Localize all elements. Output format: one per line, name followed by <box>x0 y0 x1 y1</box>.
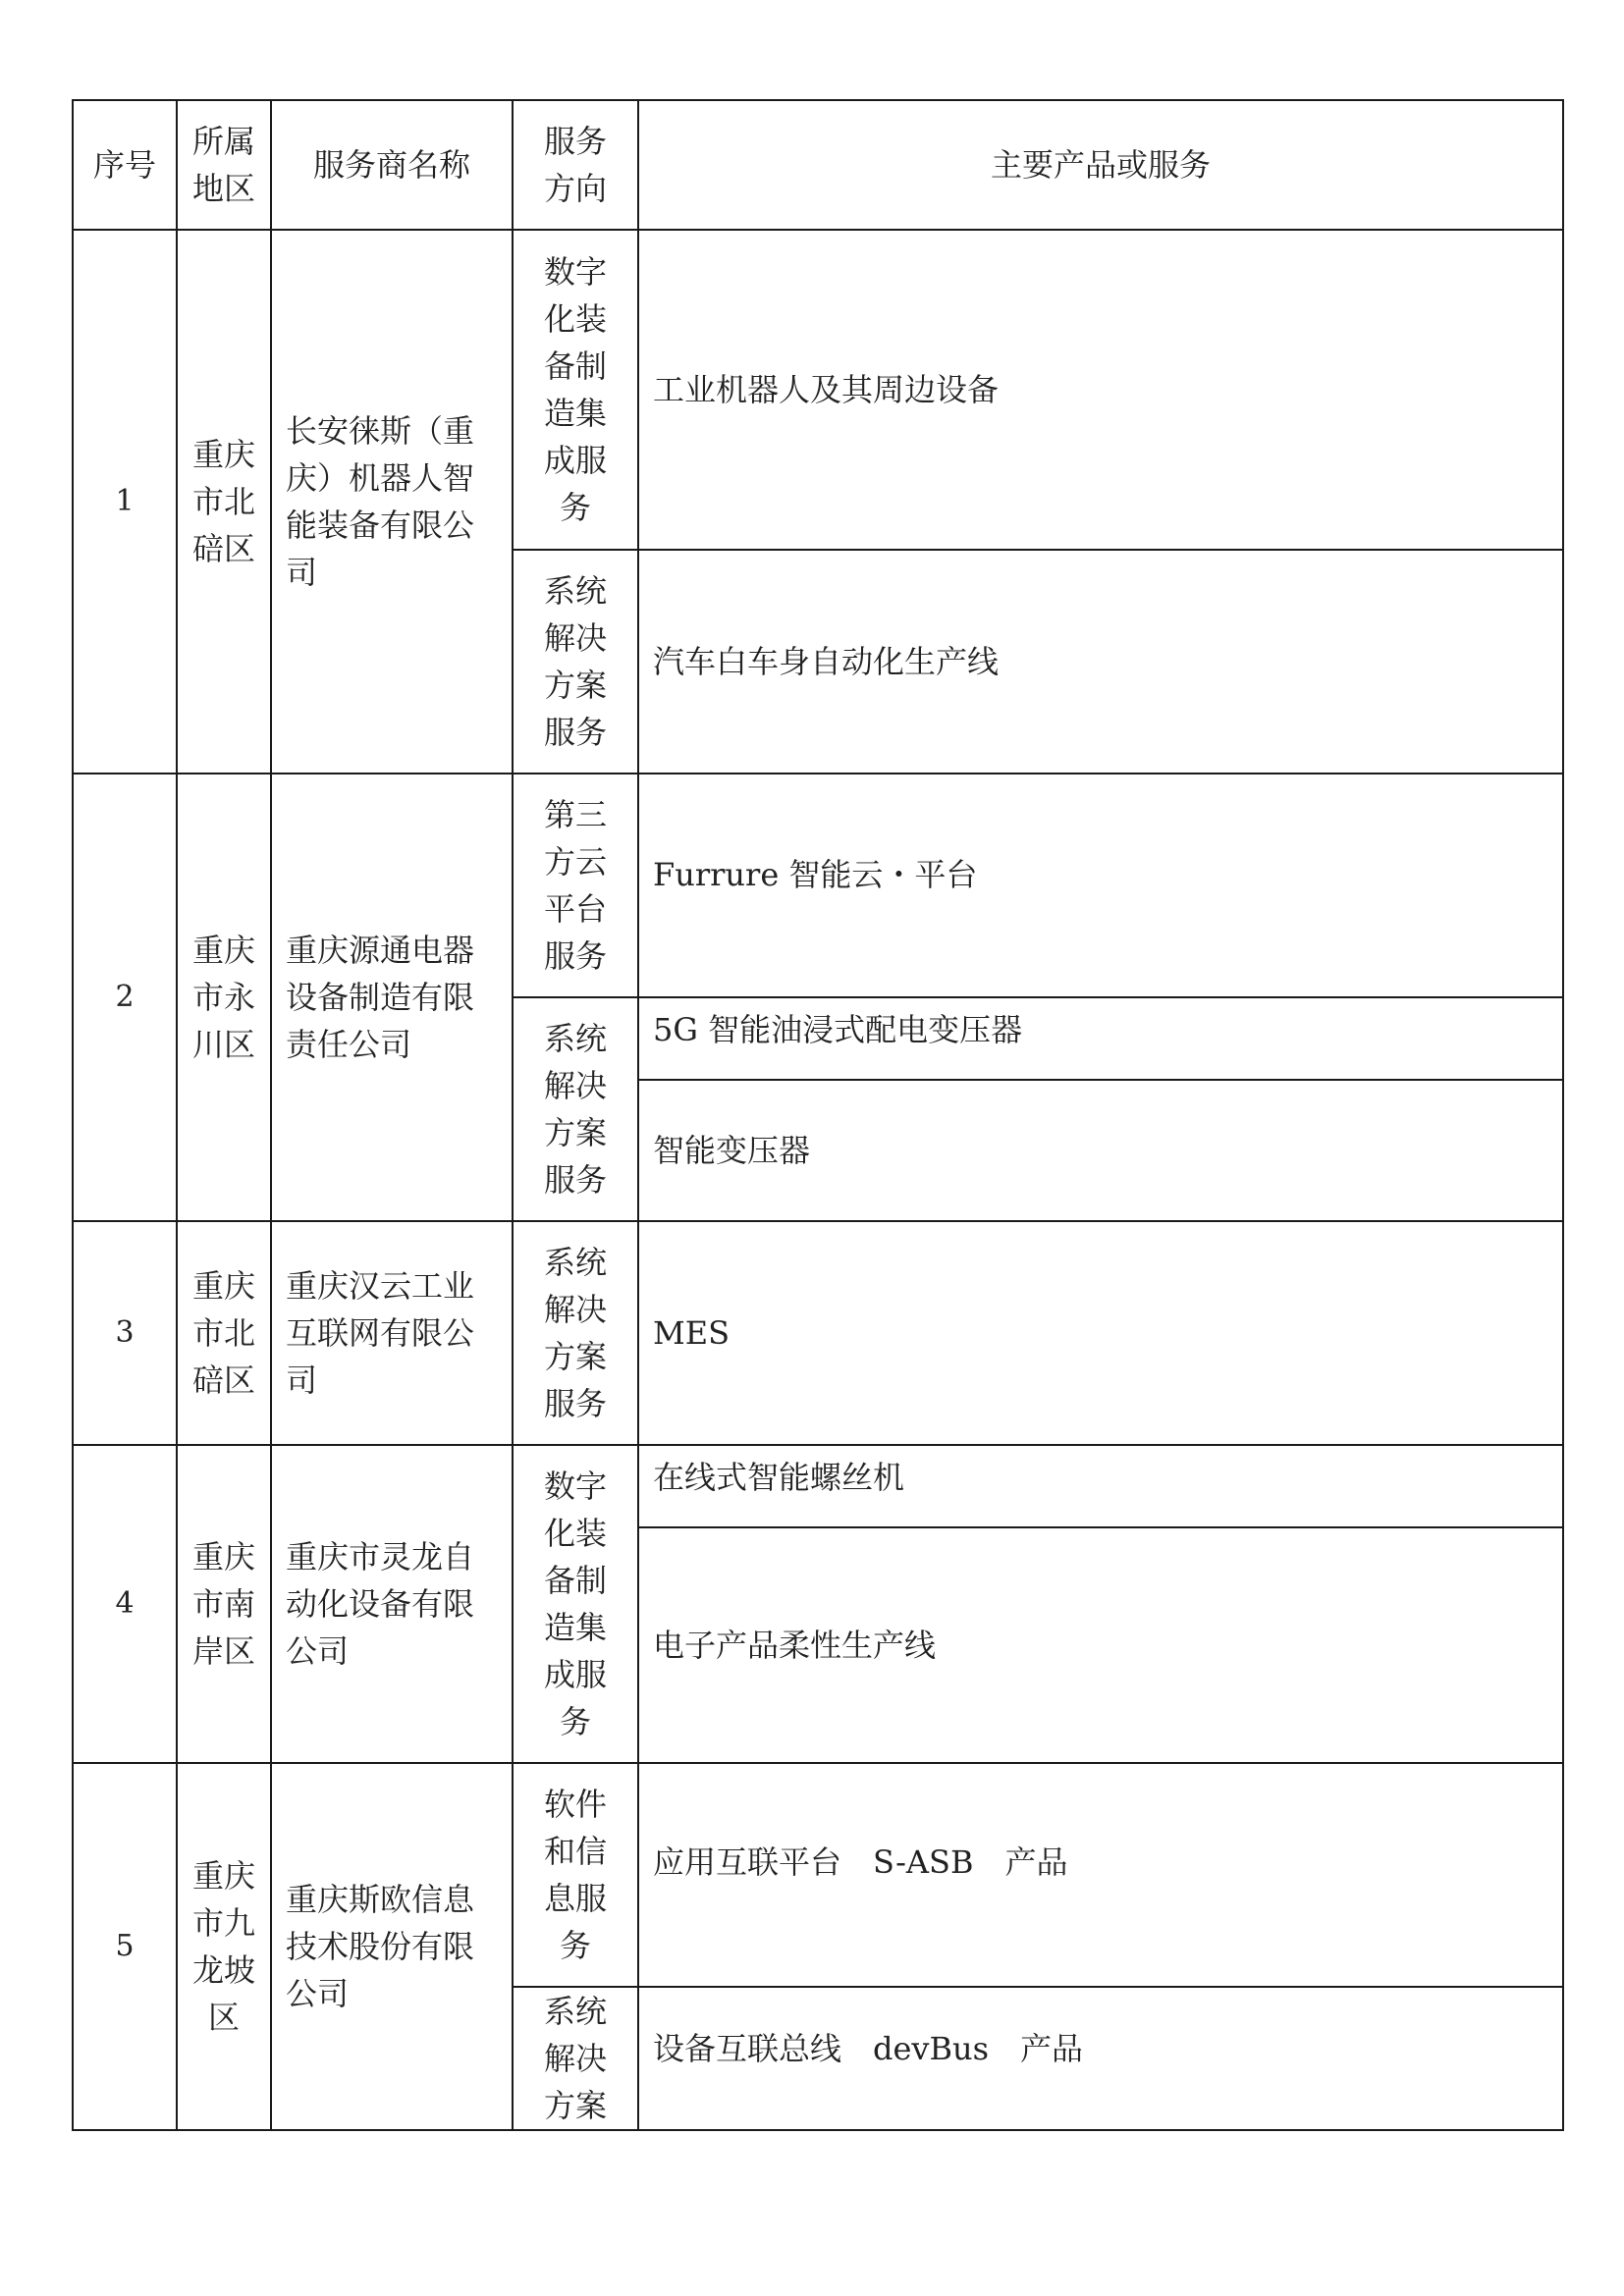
row-product: 设备互联总线 devBus 产品 <box>638 1987 1563 2130</box>
row-product: MES <box>638 1221 1563 1445</box>
row-provider: 重庆源通电器 设备制造有限 责任公司 <box>271 774 513 1221</box>
header-index: 序号 <box>73 100 177 230</box>
row-index: 4 <box>73 1445 177 1763</box>
row-index: 1 <box>73 230 177 774</box>
row-product: 应用互联平台 S-ASB 产品 <box>638 1763 1563 1987</box>
header-products: 主要产品或服务 <box>638 100 1563 230</box>
row-product: 汽车白车身自动化生产线 <box>638 550 1563 774</box>
row-product: 电子产品柔性生产线 <box>638 1527 1563 1763</box>
row-region: 重庆 市九 龙坡 区 <box>177 1763 271 2130</box>
row-region: 重庆 市北 碚区 <box>177 1221 271 1445</box>
row-index: 5 <box>73 1763 177 2130</box>
row-direction: 数字 化装 备制 造集 成服 务 <box>513 230 638 550</box>
row-region: 重庆 市永 川区 <box>177 774 271 1221</box>
row-product: 工业机器人及其周边设备 <box>638 230 1563 550</box>
header-provider: 服务商名称 <box>271 100 513 230</box>
header-region: 所属 地区 <box>177 100 271 230</box>
table-row <box>73 1763 1563 1987</box>
row-region: 重庆 市南 岸区 <box>177 1445 271 1763</box>
table-row <box>73 774 1563 997</box>
row-index: 3 <box>73 1221 177 1445</box>
row-region: 重庆 市北 碚区 <box>177 230 271 774</box>
row-direction: 软件 和信 息服 务 <box>513 1763 638 1987</box>
table-row <box>73 1445 1563 1527</box>
row-provider: 重庆汉云工业 互联网有限公 司 <box>271 1221 513 1445</box>
service-provider-table <box>72 99 1564 2131</box>
row-product: 在线式智能螺丝机 <box>638 1445 1563 1527</box>
row-provider: 长安徕斯（重 庆）机器人智 能装备有限公 司 <box>271 230 513 774</box>
table-row <box>73 1221 1563 1445</box>
row-product: 5G 智能油浸式配电变压器 <box>638 997 1563 1080</box>
row-direction: 系统 解决 方案 服务 <box>513 550 638 774</box>
row-provider: 重庆市灵龙自 动化设备有限 公司 <box>271 1445 513 1763</box>
table-row <box>73 230 1563 550</box>
row-product: 智能变压器 <box>638 1080 1563 1221</box>
row-direction: 系统 解决 方案 服务 <box>513 1221 638 1445</box>
row-direction: 数字 化装 备制 造集 成服 务 <box>513 1445 638 1763</box>
row-direction: 系统 解决 方案 服务 <box>513 997 638 1221</box>
row-direction: 第三 方云 平台 服务 <box>513 774 638 997</box>
row-index: 2 <box>73 774 177 1221</box>
row-direction: 系统 解决 方案 <box>513 1987 638 2130</box>
table-header-row <box>73 100 1563 230</box>
header-direction: 服务 方向 <box>513 100 638 230</box>
row-provider: 重庆斯欧信息 技术股份有限 公司 <box>271 1763 513 2130</box>
row-product: Furrure 智能云・平台 <box>638 774 1563 997</box>
